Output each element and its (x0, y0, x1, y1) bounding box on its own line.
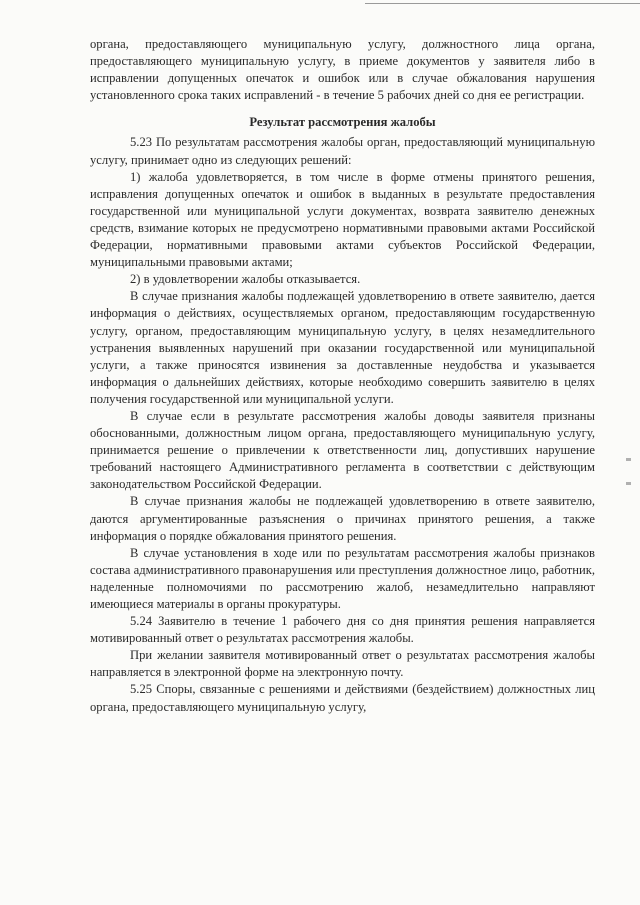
paragraph-complaint-satisfied: В случае признания жалобы подлежащей удовлетворению в ответе заявителю, дается информация о действиях, осуществляемых органом, предоставляющим государственную услугу, органом, предоставляющим муниципальную услугу, в целях незамедлительного устранения выявленных нарушений при оказании государственной или муниципальной услуги, а также приносятся извинения за доставленные неудобства и указывается информация о дальнейших действиях, которые необходимо совершить заявителю в целях получения государственной или муниципальной услуги. (90, 289, 595, 406)
section-heading: Результат рассмотрения жалобы (249, 115, 436, 130)
clause-5-23: 5.23 По результатам рассмотрения жалобы орган, предоставляющий муниципальную услугу, принимает одно из следующих решений: (90, 135, 595, 167)
top-rule (365, 3, 640, 4)
paragraph-complaint-rejected: В случае признания жалобы не подлежащей удовлетворению в ответе заявителю, даются аргументированные разъяснения о причинах принятого решения, а также информация о порядке обжалования принятого решения. (90, 494, 595, 543)
margin-mark (626, 482, 631, 485)
clause-5-25: 5.25 Споры, связанные с решениями и действиями (бездействием) должностных лиц органа, предоставляющего муниципальную услугу, (90, 682, 595, 714)
decision-item-2: 2) в удовлетворении жалобы отказывается. (130, 272, 361, 287)
margin-mark (626, 458, 631, 461)
clause-5-24: 5.24 Заявителю в течение 1 рабочего дня со дня принятия решения направляется мотивированный ответ о результатах рассмотрения жалобы. (90, 614, 595, 646)
decision-item-1: 1) жалоба удовлетворяется, в том числе в форме отмены принятого решения, исправления допущенных опечаток и ошибок в выданных в результате предоставления государственной или муниципальной услуги документах, возврата заявителю денежных средств, взимание которых не предусмотрено нормативными правовыми актами Российской Федерации, нормативными правовыми актами субъектов Российской Федерации, муниципальными правовыми актами; (90, 169, 595, 270)
paragraph-offense-detected: В случае установления в ходе или по результатам рассмотрения жалобы признаков состава административного правонарушения или преступления должностное лицо, работник, наделенные полномочиями по рассмотрению жалоб, незамедлительно направляют имеющиеся материалы в органы прокуратуры. (90, 545, 595, 611)
intro-paragraph: органа, предоставляющего муниципальную услугу, должностного лица органа, предоставляющего муниципальную услугу, в приеме документов у заявителя либо в исправлении допущенных опечаток и ошибок или в случае обжалования нарушения установленного срока таких исправлений - в течение 5 рабочих дней со дня ее регистрации. (90, 37, 595, 103)
paragraph-email-reply: При желании заявителя мотивированный ответ о результатах рассмотрения жалобы направляется в электронной форме на электронную почту. (90, 648, 595, 680)
document-page (90, 36, 595, 896)
paragraph-complaint-justified: В случае если в результате рассмотрения жалобы доводы заявителя признаны обоснованными, должностным лицом органа, предоставляющего муниципальную услугу, принимается решение о привлечении к ответственности лиц, допустивших нарушение требований настоящего Административного регламента в соответствии с действующим законодательством Российской Федерации. (90, 408, 595, 492)
